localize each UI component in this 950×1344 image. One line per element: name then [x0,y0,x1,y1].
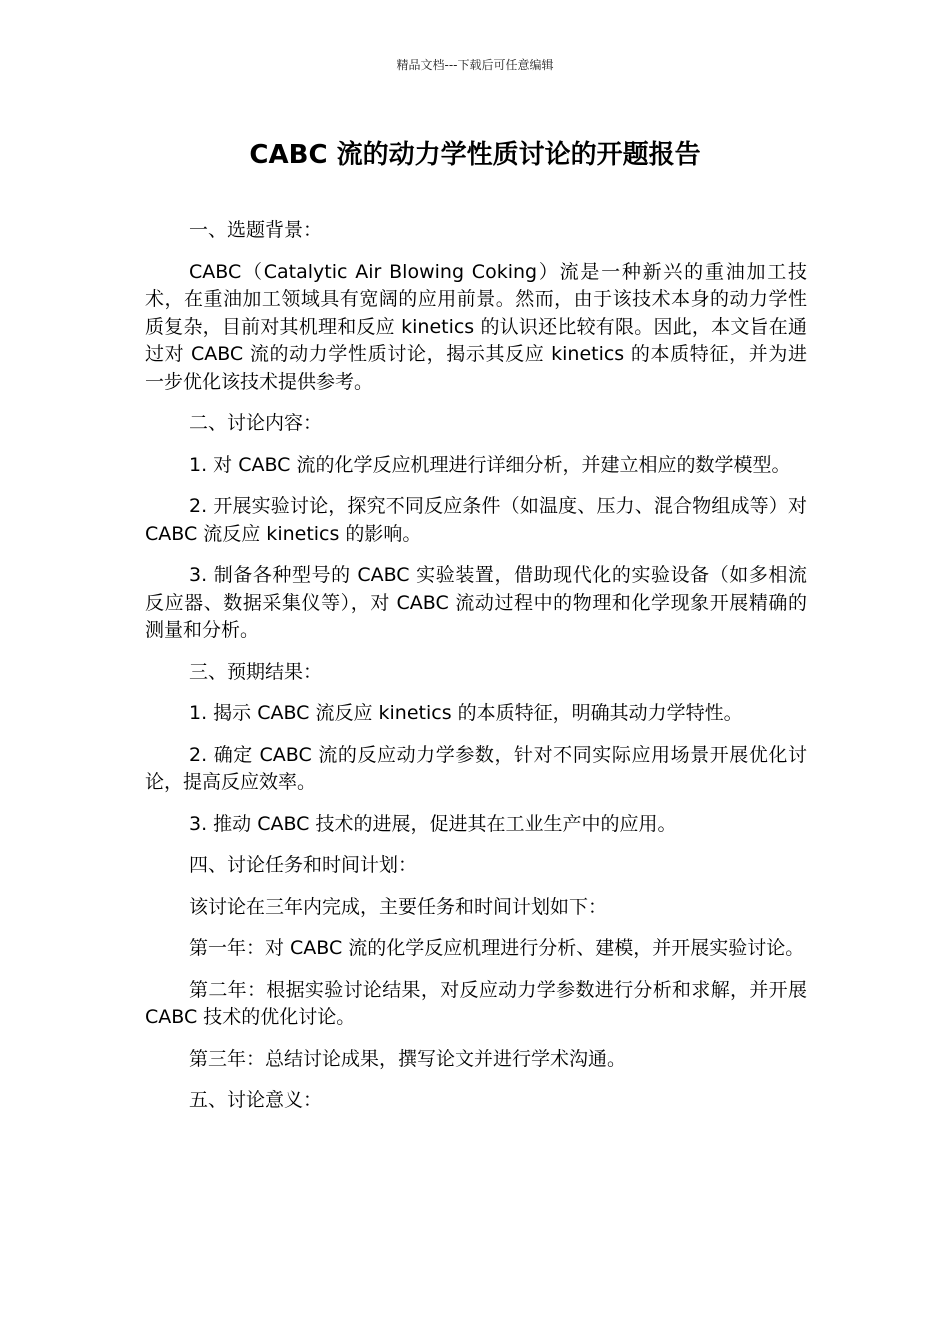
schedule-year-2: 第二年：根据实验讨论结果，对反应动力学参数进行分析和求解，并开展 CABC 技术的优化讨论。 [145,978,807,1028]
paragraph-background: CABC（Catalytic Air Blowing Coking）流是一种新兴的重油加工技术，在重油加工领域具有宽阔的应用前景。然而，由于该技术本身的动力学性质复杂，目前对其机理和反应 kinetics 的认识还比较有限。因此，本文旨在通过对 CABC 流的动力学性质讨论，揭示其反应 kinetics 的本质特征，并为进一步优化该技术提供参考。 [145,260,807,393]
section-heading-significance: 五、讨论意义： [189,1089,323,1111]
section-heading-expected-results: 三、预期结果： [189,660,323,683]
document-body [145,217,807,1129]
result-item-3: 3. 推动 CABC 技术的进展，促进其在工业生产中的应用。 [189,812,677,835]
content-item-3: 3. 制备各种型号的 CABC 实验装置，借助现代化的实验设备（如多相流反应器、数据采集仪等），对 CABC 流动过程中的物理和化学现象开展精确的测量和分析。 [145,564,807,641]
section-heading-tasks-schedule: 四、讨论任务和时间计划： [189,854,418,876]
section-heading-content: 二、讨论内容： [189,412,323,434]
content-item-1: 1. 对 CABC 流的化学反应机理进行详细分析，并建立相应的数学模型。 [189,453,791,476]
result-item-2: 2. 确定 CABC 流的反应动力学参数，针对不同实际应用场景开展优化讨论，提高反应效率。 [145,743,807,793]
schedule-intro: 该讨论在三年内完成，主要任务和时间计划如下： [189,895,608,918]
content-item-2: 2. 开展实验讨论，探究不同反应条件（如温度、压力、混合物组成等）对 CABC 流反应 kinetics 的影响。 [145,495,807,545]
document-title: CABC 流的动力学性质讨论的开题报告 [249,140,701,170]
schedule-year-1: 第一年：对 CABC 流的化学反应机理进行分析、建模，并开展实验讨论。 [189,937,805,959]
schedule-year-3: 第三年：总结讨论成果，撰写论文并进行学术沟通。 [189,1047,627,1070]
result-item-1: 1. 揭示 CABC 流反应 kinetics 的本质特征，明确其动力学特性。 [189,702,743,724]
page-header: 精品文档---下载后可任意编辑 [396,58,554,72]
section-heading-background: 一、选题背景： [189,219,323,241]
